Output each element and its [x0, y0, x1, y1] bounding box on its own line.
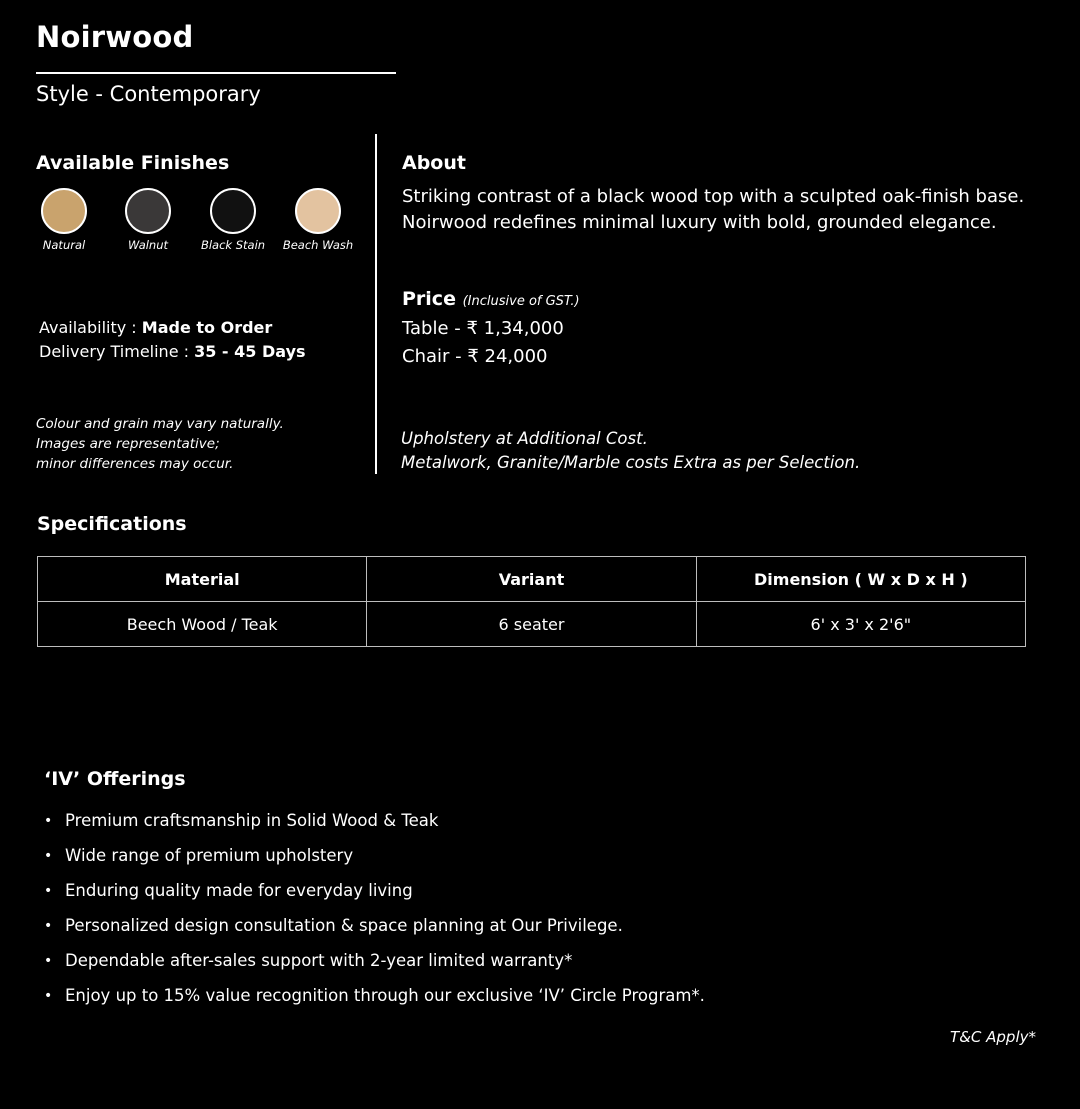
column-header-dimension: Dimension ( W x D x H ) — [696, 557, 1025, 602]
finish-label-black-stain: Black Stain — [200, 238, 266, 252]
finish-swatch-beach-wash[interactable] — [295, 188, 341, 234]
offering-text: Personalized design consultation & space planning at Our Privilege. — [65, 916, 623, 935]
finish-label-walnut: Walnut — [127, 238, 169, 252]
offerings-heading: ‘IV’ Offerings — [44, 768, 186, 790]
list-item — [44, 913, 705, 948]
cell-material: Beech Wood / Teak — [38, 602, 367, 647]
availability-value: Made to Order — [141, 318, 273, 337]
bullet: • — [44, 953, 53, 969]
table-row — [38, 602, 1026, 647]
offering-text: Dependable after-sales support with 2-year limited warranty* — [65, 951, 573, 970]
extra-cost-line: Metalwork, Granite/Marble costs Extra as per Selection. — [401, 453, 861, 472]
list-item — [44, 843, 705, 878]
list-item — [44, 878, 705, 913]
list-item — [44, 808, 705, 843]
price-note: (Inclusive of GST.) — [462, 294, 580, 309]
bullet: • — [44, 848, 53, 864]
bullet: • — [44, 813, 53, 829]
availability-label: Availability : — [39, 318, 142, 337]
terms-note: T&C Apply* — [950, 1028, 1036, 1046]
disclaimer-line: Images are representative; — [36, 436, 220, 452]
finish-label-beach-wash: Beach Wash — [282, 238, 354, 252]
availability-line — [39, 318, 272, 337]
list-item — [44, 948, 705, 983]
offering-text: Enjoy up to 15% value recognition through our exclusive ‘IV’ Circle Program*. — [65, 986, 705, 1005]
column-header-variant: Variant — [367, 557, 696, 602]
column-header-material: Material — [38, 557, 367, 602]
offering-text: Wide range of premium upholstery — [65, 846, 354, 865]
offerings-list — [44, 808, 705, 1018]
extra-cost-note — [401, 427, 860, 475]
cell-dimension: 6' x 3' x 2'6" — [696, 602, 1025, 647]
column-divider — [375, 134, 377, 474]
finish-swatch-black-stain[interactable] — [210, 188, 256, 234]
bullet: • — [44, 918, 53, 934]
price-heading — [402, 288, 580, 310]
delivery-label: Delivery Timeline : — [39, 342, 195, 361]
offering-text: Premium craftsmanship in Solid Wood & Teak — [65, 811, 439, 830]
title-underline — [36, 72, 396, 74]
cell-variant: 6 seater — [367, 602, 696, 647]
specifications-table — [37, 556, 1026, 647]
finishes-heading: Available Finishes — [36, 152, 230, 174]
delivery-value: 35 - 45 Days — [194, 342, 306, 361]
disclaimer-line: Colour and grain may vary naturally. — [36, 416, 284, 432]
price-chair: Chair - ₹ 24,000 — [402, 346, 548, 367]
bullet: • — [44, 883, 53, 899]
disclaimer-note — [36, 414, 284, 474]
offering-text: Enduring quality made for everyday living — [65, 881, 413, 900]
list-item — [44, 983, 705, 1018]
about-text: Striking contrast of a black wood top with a sculpted oak-finish base. Noirwood redefines minimal luxury with bold, grounded elegance. — [402, 186, 1025, 233]
extra-cost-line: Upholstery at Additional Cost. — [401, 429, 648, 448]
price-table: Table - ₹ 1,34,000 — [402, 318, 564, 339]
price-label: Price — [402, 288, 456, 310]
delivery-line — [39, 342, 306, 361]
table-header-row — [38, 557, 1026, 602]
disclaimer-line: minor differences may occur. — [36, 456, 234, 472]
product-title: Noirwood — [36, 20, 194, 54]
about-heading: About — [402, 152, 466, 174]
specifications-heading: Specifications — [37, 513, 187, 535]
product-style: Style - Contemporary — [36, 82, 261, 106]
finish-swatch-walnut[interactable] — [125, 188, 171, 234]
finish-swatch-natural[interactable] — [41, 188, 87, 234]
finish-label-natural: Natural — [42, 238, 86, 252]
bullet: • — [44, 988, 53, 1004]
